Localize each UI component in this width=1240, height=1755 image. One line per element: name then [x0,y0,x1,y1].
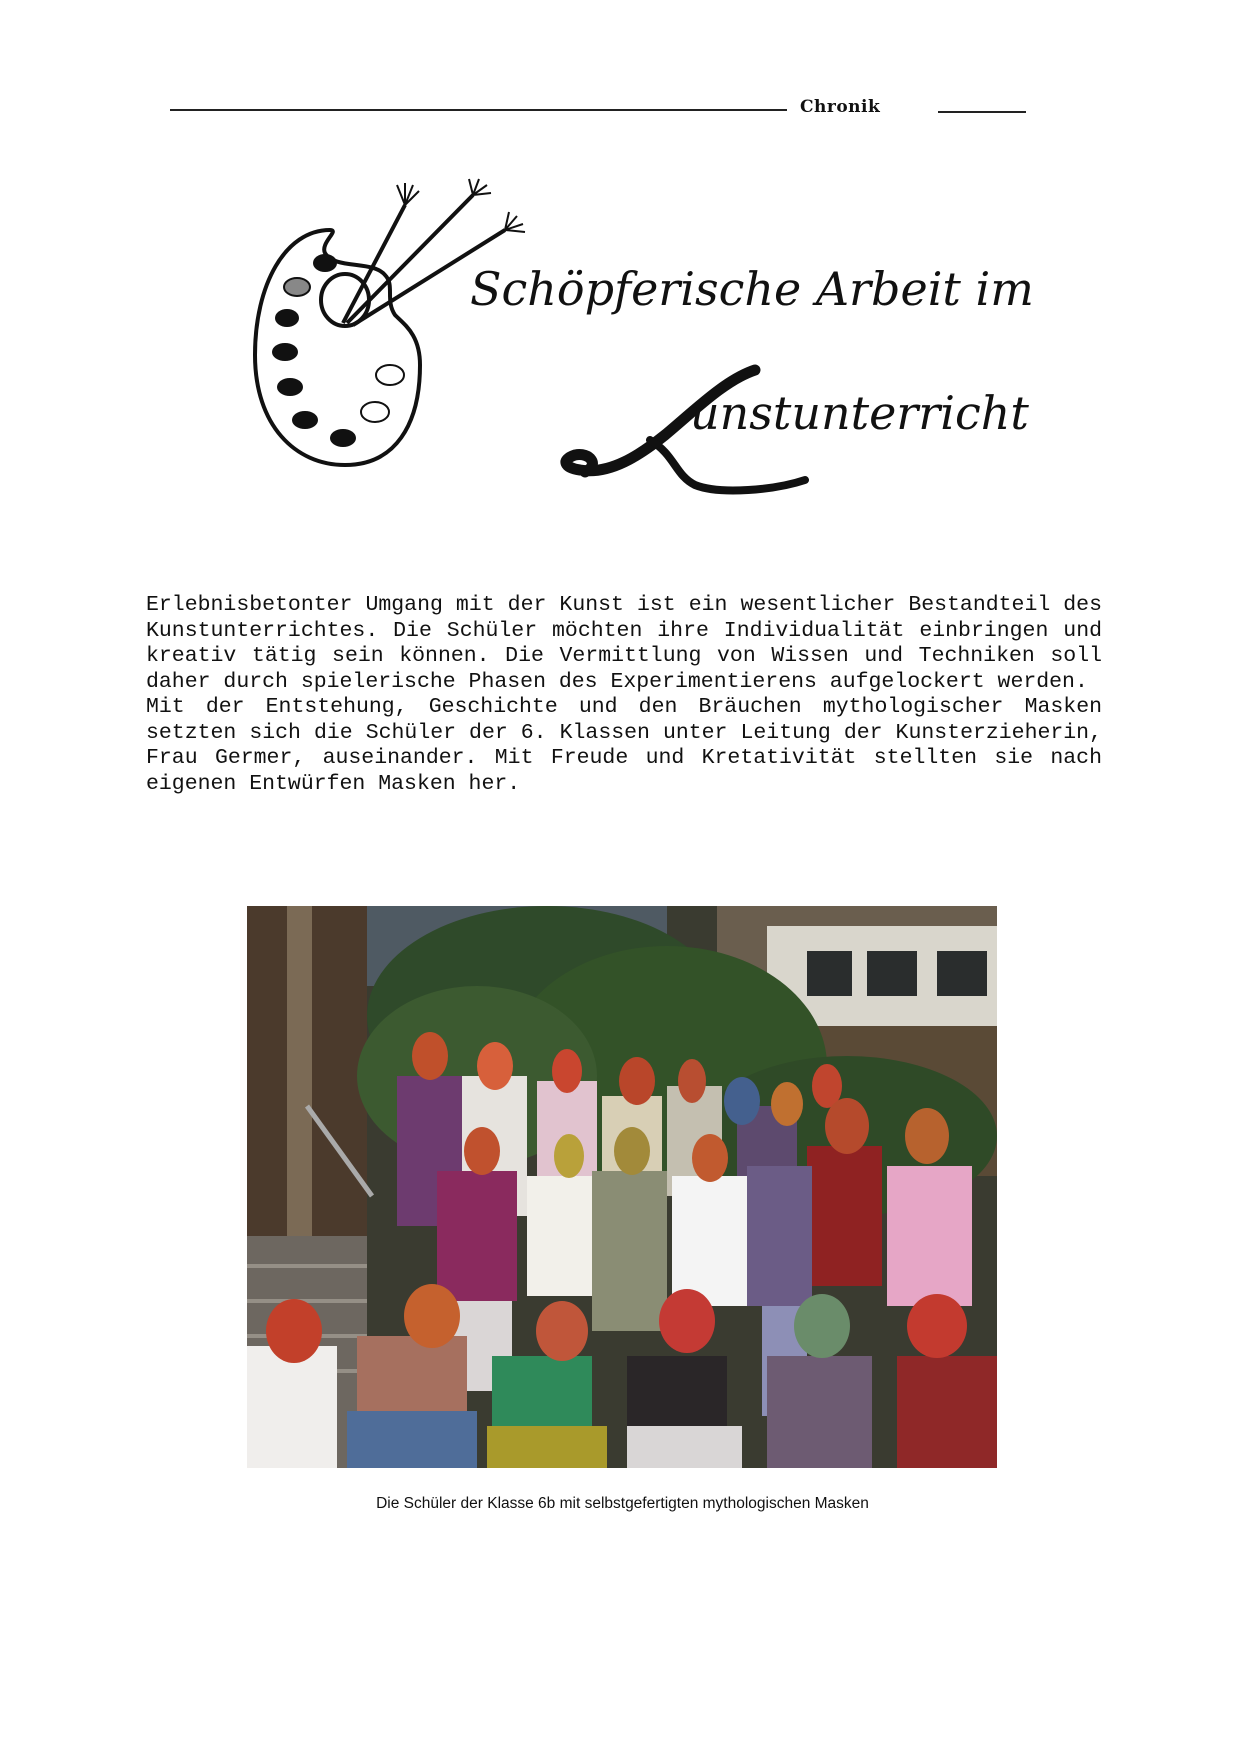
article-title-line1: Schöpferische Arbeit im [470,262,1034,316]
header-rule-right [938,111,1026,113]
body-paragraph-2: Mit der Entstehung, Geschichte und den Bräuchen mythologischer Masken setzten sich die Schüler der 6. Klassen unter Leitung der Kunsterzieherin, Frau Germer, auseinander. Mit Freude und Kretativität stellten sie nach eigenen Entwürfen Masken her. [146,695,1102,796]
body-paragraph-1: Erlebnisbetonter Umgang mit der Kunst ist ein wesentlicher Bestandteil des Kunstunterrichtes. Die Schüler möchten ihre Individualität einbringen und kreativ tätig sein können. Die Vermittlung von Wissen und Techniken soll daher durch spielerische Phasen des Experimentierens aufgelockert werden. [146,593,1102,694]
section-label: Chronik [800,97,881,117]
class-photo [247,906,997,1468]
paint-palette-icon [245,175,535,485]
article-body [146,593,1102,797]
photo-caption: Die Schüler der Klasse 6b mit selbstgefertigten mythologischen Masken [376,1495,869,1512]
article-title-line2: unstunterricht [690,386,1029,440]
header-rule-left [170,109,787,111]
